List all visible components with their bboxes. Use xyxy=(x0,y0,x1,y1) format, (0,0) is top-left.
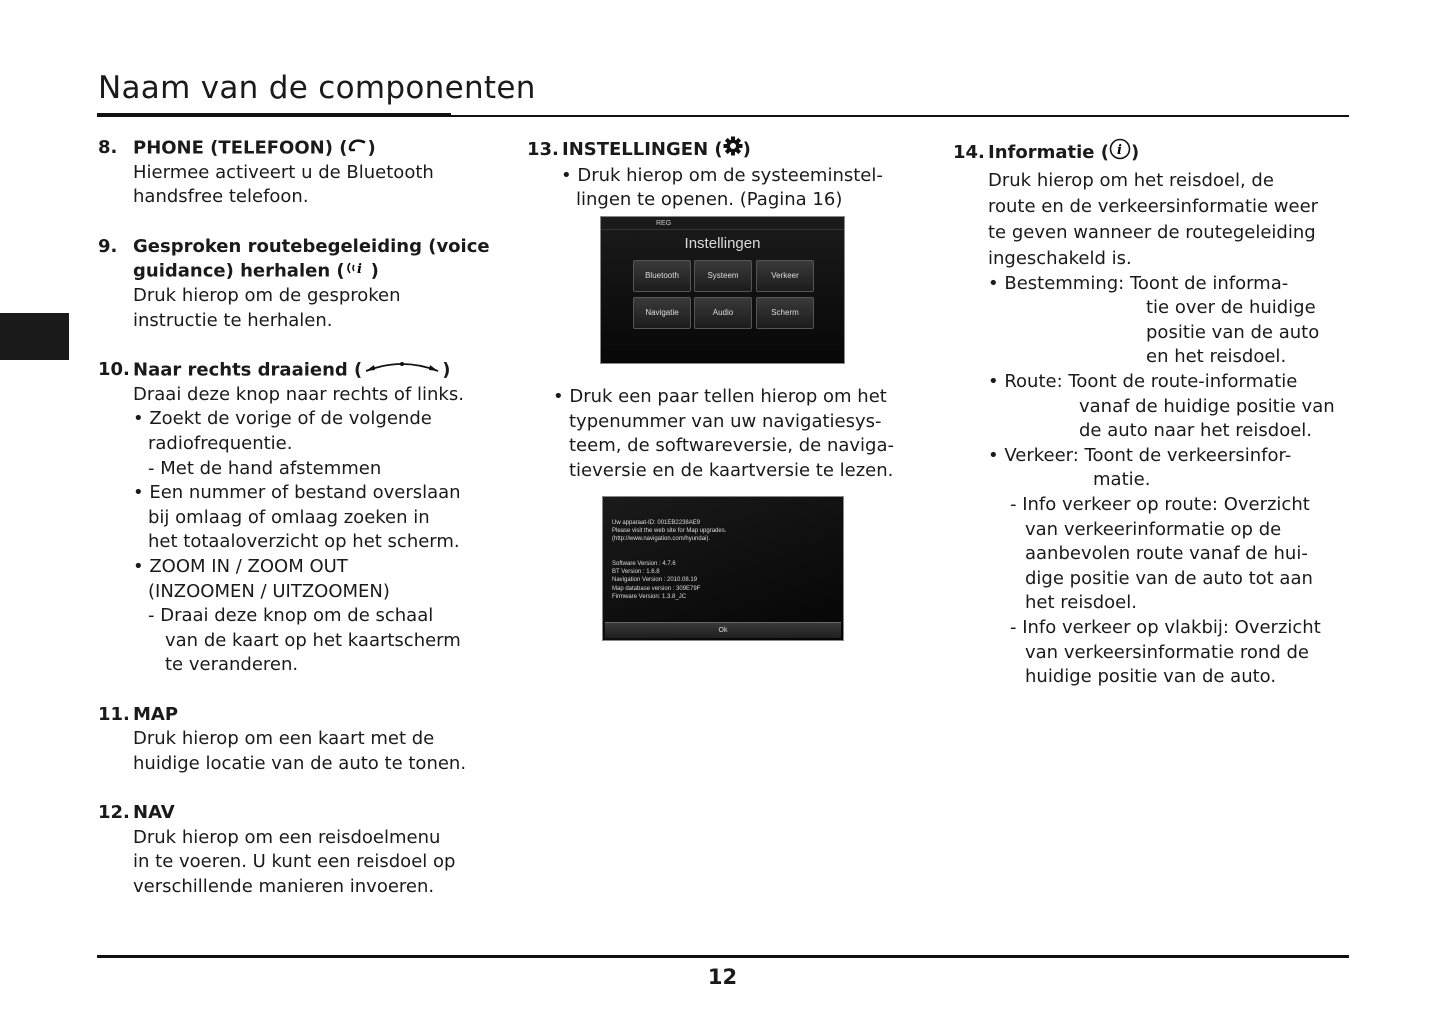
version-line: (http://www.navigation.com/hyundai). xyxy=(612,536,711,543)
sub-item-text: aanbevolen route vanaf de hui- xyxy=(1025,543,1308,565)
info-icon xyxy=(1109,138,1131,168)
version-line: BT Version : 1.6.8 xyxy=(612,569,660,576)
body-text: ingeschakeld is. xyxy=(988,247,1132,269)
body-text: huidige locatie van de auto te tonen. xyxy=(133,752,467,774)
section-heading xyxy=(98,703,498,728)
section-heading xyxy=(98,235,498,260)
section-title: Gesproken routebegeleiding (voice xyxy=(133,235,490,257)
section-heading xyxy=(953,138,1353,168)
sub-item-text: het reisdoel. xyxy=(1025,592,1137,614)
section-title: Naar rechts draaiend ( xyxy=(133,359,363,381)
body-text: vanaf de huidige positie van xyxy=(1079,395,1335,417)
sub-item-text: huidige positie van de auto. xyxy=(1025,666,1277,688)
section-title-end: ) xyxy=(370,260,379,282)
section-number: 9. xyxy=(98,235,118,257)
scherm-button: Scherm xyxy=(756,297,814,329)
section-title: Informatie ( xyxy=(988,141,1109,163)
section-title: INSTELLINGEN ( xyxy=(562,138,723,160)
bullet-text: • Verkeer: Toont de verkeersinfor- xyxy=(988,444,1292,466)
spacer xyxy=(98,333,498,358)
section-title-end: ) xyxy=(742,138,751,160)
section-number: 14. xyxy=(953,141,985,163)
body-text: instructie te herhalen. xyxy=(133,309,333,331)
spacer xyxy=(98,678,498,703)
bullet-text: teem, de softwareversie, de naviga- xyxy=(569,435,894,457)
bullet-text: (INZOOMEN / UITZOOMEN) xyxy=(148,580,390,602)
navigatie-button: Navigatie xyxy=(633,297,691,329)
body-text: te geven wanneer de routegeleiding xyxy=(988,221,1316,243)
section-heading xyxy=(98,801,498,826)
body-text: Druk hierop om een reisdoelmenu xyxy=(133,826,441,848)
body-text: handsfree telefoon. xyxy=(133,186,309,208)
bullet-text: bij omlaag of omlaag zoeken in xyxy=(148,506,430,528)
version-screen-image xyxy=(602,496,844,641)
version-line: Firmware Version: 1.3.8_JC xyxy=(612,593,687,600)
body-text: in te voeren. U kunt een reisdoel op xyxy=(133,851,456,873)
body-text: route en de verkeersinformatie weer xyxy=(988,195,1319,217)
settings-title: Instellingen xyxy=(684,235,761,252)
audio-button: Audio xyxy=(694,297,752,329)
systeem-button: Systeem xyxy=(694,260,752,292)
sub-item-text: te veranderen. xyxy=(165,654,299,676)
body-text: verschillende manieren invoeren. xyxy=(133,875,435,897)
section-number: 8. xyxy=(98,137,118,159)
section-title: PHONE (TELEFOON) ( xyxy=(133,137,348,159)
body-text: positie van de auto xyxy=(1146,321,1320,343)
section-title: guidance) herhalen ( xyxy=(133,260,345,282)
sub-item-text: van verkeersinformatie rond de xyxy=(1025,641,1309,663)
version-line xyxy=(612,544,726,552)
column-1 xyxy=(98,136,498,899)
bullet-text: radiofrequentie. xyxy=(148,433,293,455)
bullet-text: • Route: Toont de route-informatie xyxy=(988,370,1298,392)
version-line: Map database version : 309E79F xyxy=(612,585,701,592)
body-text: tie over de huidige xyxy=(1146,297,1316,319)
footer-rule xyxy=(97,955,1349,958)
bullet-text: typenummer van uw navigatiesys- xyxy=(569,410,882,432)
section-number: 12. xyxy=(98,801,130,823)
bullet-text: • Bestemming: Toont de informa- xyxy=(988,272,1289,294)
version-line: Uw apparaat-ID: 001EB2238AE9 xyxy=(612,520,701,526)
body-text: Hiermee activeert u de Bluetooth xyxy=(133,161,434,183)
version-info xyxy=(612,519,726,601)
bluetooth-button: Bluetooth xyxy=(633,260,691,292)
settings-screen-image xyxy=(600,216,845,364)
section-heading xyxy=(98,358,498,383)
sub-item-text: - Info verkeer op vlakbij: Overzicht xyxy=(1010,616,1321,638)
section-number: 10. xyxy=(98,359,130,381)
page-number: 12 xyxy=(707,965,738,989)
bullet-text: • Zoekt de vorige of de volgende xyxy=(133,408,432,430)
gear-icon xyxy=(723,136,743,164)
section-title: NAV xyxy=(133,801,175,823)
sub-item-text: van verkeerinformatie op de xyxy=(1025,518,1282,540)
section-heading xyxy=(98,259,498,284)
spacer xyxy=(527,360,917,385)
sub-item-text: dige positie van de auto tot aan xyxy=(1025,567,1313,589)
svg-text:i: i xyxy=(1116,143,1122,158)
bullet-text: • Druk hierop om de systeeminstel- xyxy=(561,164,883,186)
bullet-text: tieversie en de kaartversie te lezen. xyxy=(569,459,894,481)
section-title-end: ) xyxy=(442,359,451,381)
body-text: matie. xyxy=(1093,469,1151,491)
status-label: REG xyxy=(656,220,672,227)
verkeer-button: Verkeer xyxy=(756,260,814,292)
bullet-text: het totaaloverzicht op het scherm. xyxy=(148,531,460,553)
body-text: Druk hierop om de gesproken xyxy=(133,285,401,307)
chapter-tab xyxy=(0,313,69,360)
status-bar-divider xyxy=(601,229,844,230)
sub-item-text: - Info verkeer op route: Overzicht xyxy=(1010,493,1310,515)
title-underline xyxy=(97,115,1349,117)
body-text: Druk hierop om het reisdoel, de xyxy=(988,169,1274,191)
version-line: Please visit the web site for Map upgrades. xyxy=(612,528,727,535)
bullet-text: • Een nummer of bestand overslaan xyxy=(133,482,461,504)
svg-text:i: i xyxy=(356,262,362,277)
phone-icon xyxy=(347,136,367,161)
body-text: Druk hierop om een kaart met de xyxy=(133,728,435,750)
version-line xyxy=(612,552,726,560)
spacer xyxy=(98,210,498,235)
body-text: de auto naar het reisdoel. xyxy=(1079,420,1312,442)
section-number: 13. xyxy=(527,138,559,160)
section-heading xyxy=(527,136,917,164)
sub-item-text: - Met de hand afstemmen xyxy=(148,457,382,479)
bullet-text: • Druk een paar tellen hierop om het xyxy=(553,385,887,407)
section-heading xyxy=(98,136,498,161)
section-number: 11. xyxy=(98,703,130,725)
sub-item-text: - Draai deze knop om de schaal xyxy=(148,605,434,627)
sub-item-text: van de kaart op het kaartscherm xyxy=(165,629,461,651)
rotary-knob-icon xyxy=(362,358,442,383)
body-text: Draai deze knop naar rechts of links. xyxy=(133,383,464,405)
bullet-text: • ZOOM IN / ZOOM OUT xyxy=(133,555,348,577)
voice-guidance-icon xyxy=(345,259,371,284)
page-title: Naam van de componenten xyxy=(98,70,536,106)
section-title-end: ) xyxy=(1130,141,1140,163)
spacer xyxy=(98,776,498,801)
section-title: MAP xyxy=(133,703,179,725)
version-line: Software Version : 4.7.6 xyxy=(612,560,676,567)
bullet-text: lingen te openen. (Pagina 16) xyxy=(576,189,843,211)
column-3 xyxy=(953,138,1353,690)
version-line: Navigation Version : 2010.08.19 xyxy=(612,577,698,584)
body-text: en het reisdoel. xyxy=(1146,346,1287,368)
ok-button: Ok xyxy=(605,622,841,638)
section-title-end: ) xyxy=(367,137,376,159)
